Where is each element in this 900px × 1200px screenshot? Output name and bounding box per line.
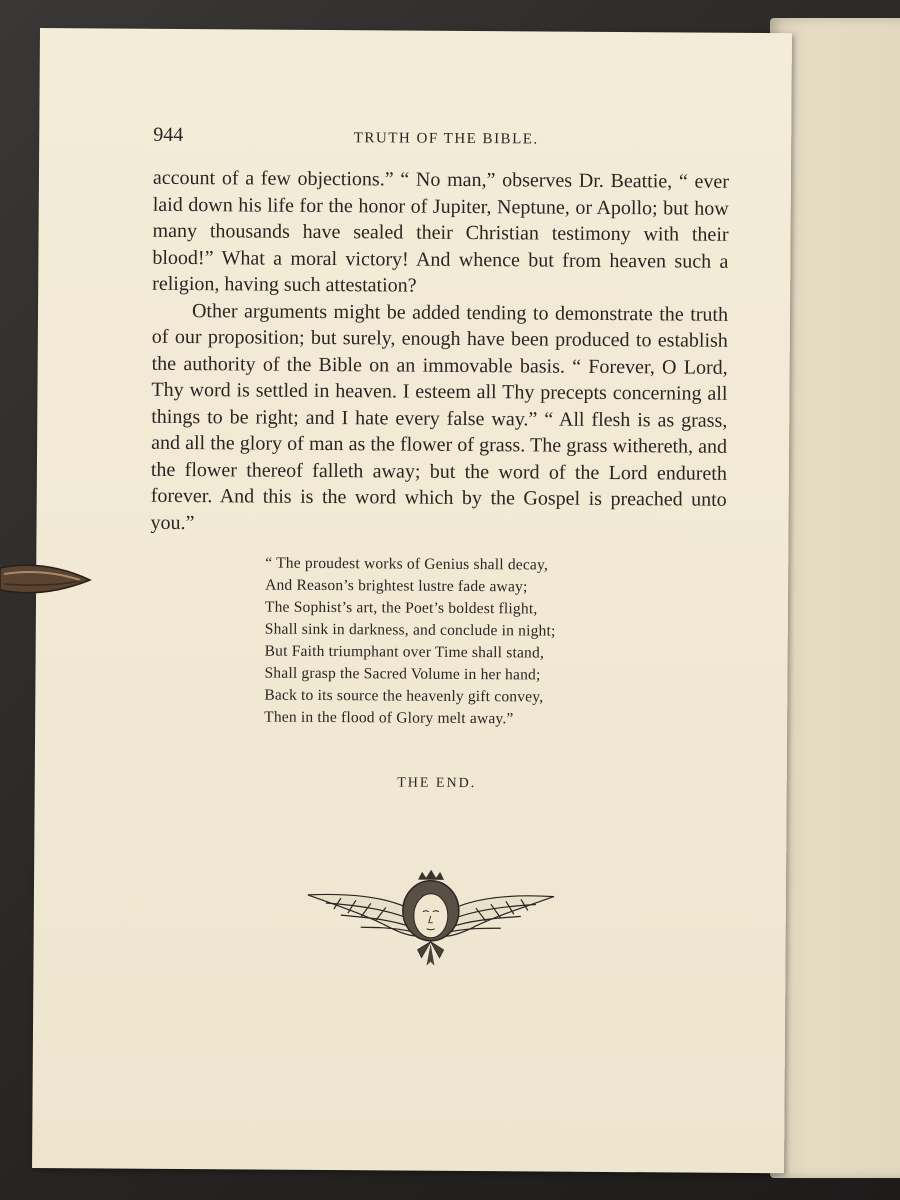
poem-line: Shall grasp the Sacred Volume in her hand;: [264, 664, 541, 684]
body-text: [150, 165, 729, 540]
running-head: [153, 124, 729, 151]
paragraph-2: Other arguments might be added tending to demonstrate the truth of our proposition; but surely, enough have been produced to establish the authority of the Bible on an immovable basis. “ Forever, O Lord, Thy word is settled in heaven. I esteem all Thy precepts concerning all things to be right; and I hate every false way.” “ All flesh is as grass, and all the glory of man as the flower of grass. The grass withereth, and the flower thereof falleth away; but the word of the Lord endureth forever. And this is the word which by the Gospel is preached unto you.”: [150, 299, 729, 534]
poem-line: Back to its source the heavenly gift convey,: [264, 686, 544, 706]
poem-line: But Faith triumphant over Time shall stand,: [264, 642, 545, 662]
poem-line: And Reason’s brightest lustre fade away;: [265, 576, 528, 596]
running-title: TRUTH OF THE BIBLE.: [353, 130, 539, 148]
book-page: [32, 28, 792, 1173]
poem-line: “ The proudest works of Genius shall decay,: [265, 554, 549, 574]
poem-line: Shall sink in darkness, and conclude in night;: [264, 620, 556, 640]
paragraph-1: account of a few objections.” “ No man,” observes Dr. Beattie, “ ever laid down his life for the honor of Jupiter, Neptune, or Apollo; but how many thousands have sealed their Christian testimony with their blood!” What a moral victory! And whence but from heaven such a religion, having such attestation?: [152, 166, 730, 297]
page-content: [149, 124, 730, 794]
poem-line: The Sophist’s art, the Poet’s boldest flight,: [264, 598, 538, 618]
winged-cherub-ornament: [305, 865, 556, 987]
page-number: 944: [153, 123, 184, 147]
metal-bookmark-clip: [0, 560, 92, 600]
the-end-heading: THE END.: [397, 775, 477, 792]
poem-quote: [264, 553, 726, 732]
poem-line: Then in the flood of Glory melt away.”: [264, 708, 514, 728]
